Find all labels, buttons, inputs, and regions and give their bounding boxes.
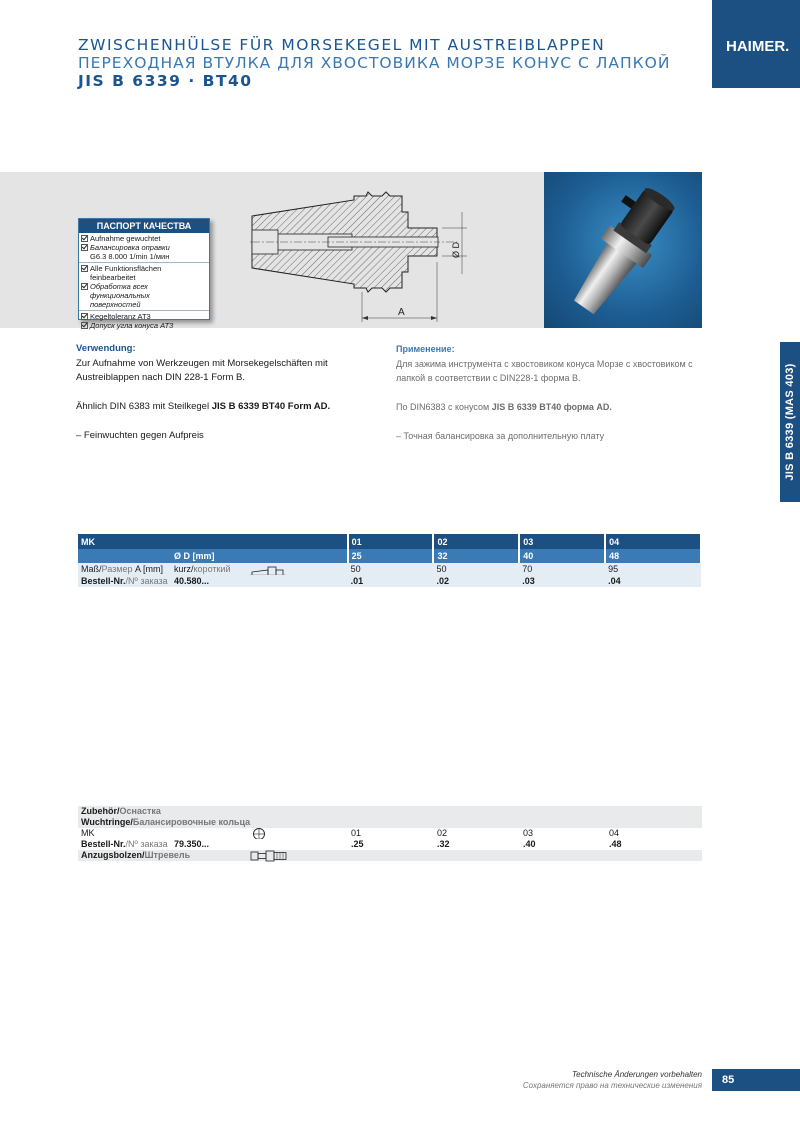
quality-line: Обработка всех функциональных (81, 282, 207, 300)
usage-text-de: Zur Aufnahme von Werkzeugen mit Morsekegelschäften mit Austreiblappen nach DIN 228-1 Form B. (76, 357, 328, 383)
table-row: MK 01 02 03 04 (78, 828, 702, 839)
usage-heading-ru: Применение: (396, 344, 455, 354)
quality-line: поверхностей (90, 300, 141, 309)
dimension-label-a: A (398, 307, 405, 318)
usage-similar-ru: По DIN6383 с конусом JIS B 6339 BT40 форма AD. (396, 402, 612, 412)
usage-similar-de: Ähnlich DIN 6383 mit Steilkegel JIS B 6339 BT40 Form AD. (76, 401, 331, 412)
dimension-label-d: Ø D (451, 241, 461, 258)
checkbox-icon (81, 244, 88, 251)
footer-note (523, 1069, 702, 1091)
table-row: Zubehör/Оснастка (78, 806, 702, 817)
quality-line: Допуск угла конуса AT3 (81, 321, 207, 330)
usage-balancing-ru: – Точная балансировка за дополнительную плату (396, 431, 605, 441)
title-standard: JIS B 6339 · BT40 (78, 72, 253, 90)
quality-line: Aufnahme gewuchtet (81, 234, 207, 243)
quality-line: Kegeltoleranz AT3 (81, 312, 207, 321)
table-header-row: Ø D [mm] 25 32 40 48 (78, 549, 701, 563)
quality-group (79, 311, 209, 331)
page-title-block (78, 36, 670, 90)
table-row: Anzugsbolzen/Штревель (78, 850, 702, 861)
title-german: ZWISCHENHÜLSE FÜR MORSEKEGEL MIT AUSTREIBLAPPEN (78, 36, 606, 54)
usage-heading-de: Verwendung: (76, 343, 136, 354)
accessories-table (78, 806, 702, 861)
footer-note-ru: Сохраняется право на технические изменения (522, 1081, 702, 1090)
table-row: Maß/Размер A [mm] kurz/короткий 50 50 70 95 (78, 563, 701, 575)
haimer-logo (712, 0, 800, 88)
spec-table (78, 534, 702, 587)
footer-note-de: Technische Änderungen vorbehalten (571, 1070, 702, 1079)
checkbox-icon (81, 313, 88, 320)
checkbox-icon (81, 322, 88, 329)
mk-header: MK (78, 534, 348, 549)
side-tab-label: JIS B 6339 (MAS 403) (784, 363, 796, 481)
quality-passport-title: ПАСПОРТ КАЧЕСТВА (79, 219, 209, 233)
quality-group (79, 263, 209, 311)
quality-group (79, 233, 209, 263)
product-photo (544, 172, 702, 328)
diameter-header: Ø D [mm] (78, 549, 348, 563)
page-number: 85 (712, 1069, 800, 1091)
side-tab (780, 342, 800, 502)
brand-name: HAIMER. (726, 38, 790, 55)
usage-balancing-de: – Feinwuchten gegen Aufpreis (76, 430, 204, 441)
quality-passport-box (78, 218, 210, 330)
technical-drawing (232, 182, 472, 322)
table-header-row: MK 01 02 03 04 (78, 534, 701, 549)
title-russian: ПЕРЕХОДНАЯ ВТУЛКА ДЛЯ ХВОСТОВИКА МОРЗЕ КОНУС С ЛАПКОЙ (78, 54, 671, 72)
usage-russian (396, 342, 706, 444)
quality-line: Alle Funktionsflächen feinbearbeitet (81, 264, 207, 282)
usage-text-ru: Для зажима инструмента с хвостовиком конуса Морзе с хвостовиком с лапкой в соответствии с DIN228-1 форма B. (396, 358, 693, 383)
quality-line: Балансировка оправки (81, 243, 207, 252)
checkbox-icon (81, 235, 88, 242)
checkbox-icon (81, 265, 88, 272)
checkbox-icon (81, 283, 88, 290)
table-row: Bestell-Nr./Nº заказа 40.580... .01 .02 .03 .04 (78, 575, 701, 587)
table-row: Wuchtringe/Балансировочные кольца (78, 817, 702, 828)
pull-stud-icon (250, 848, 288, 864)
usage-german (76, 342, 376, 444)
table-row: Bestell-Nr./Nº заказа 79.350... .25 .32 .40 .48 (78, 839, 702, 850)
quality-line: G6.3 8.000 1/min 1/мин (90, 252, 170, 261)
